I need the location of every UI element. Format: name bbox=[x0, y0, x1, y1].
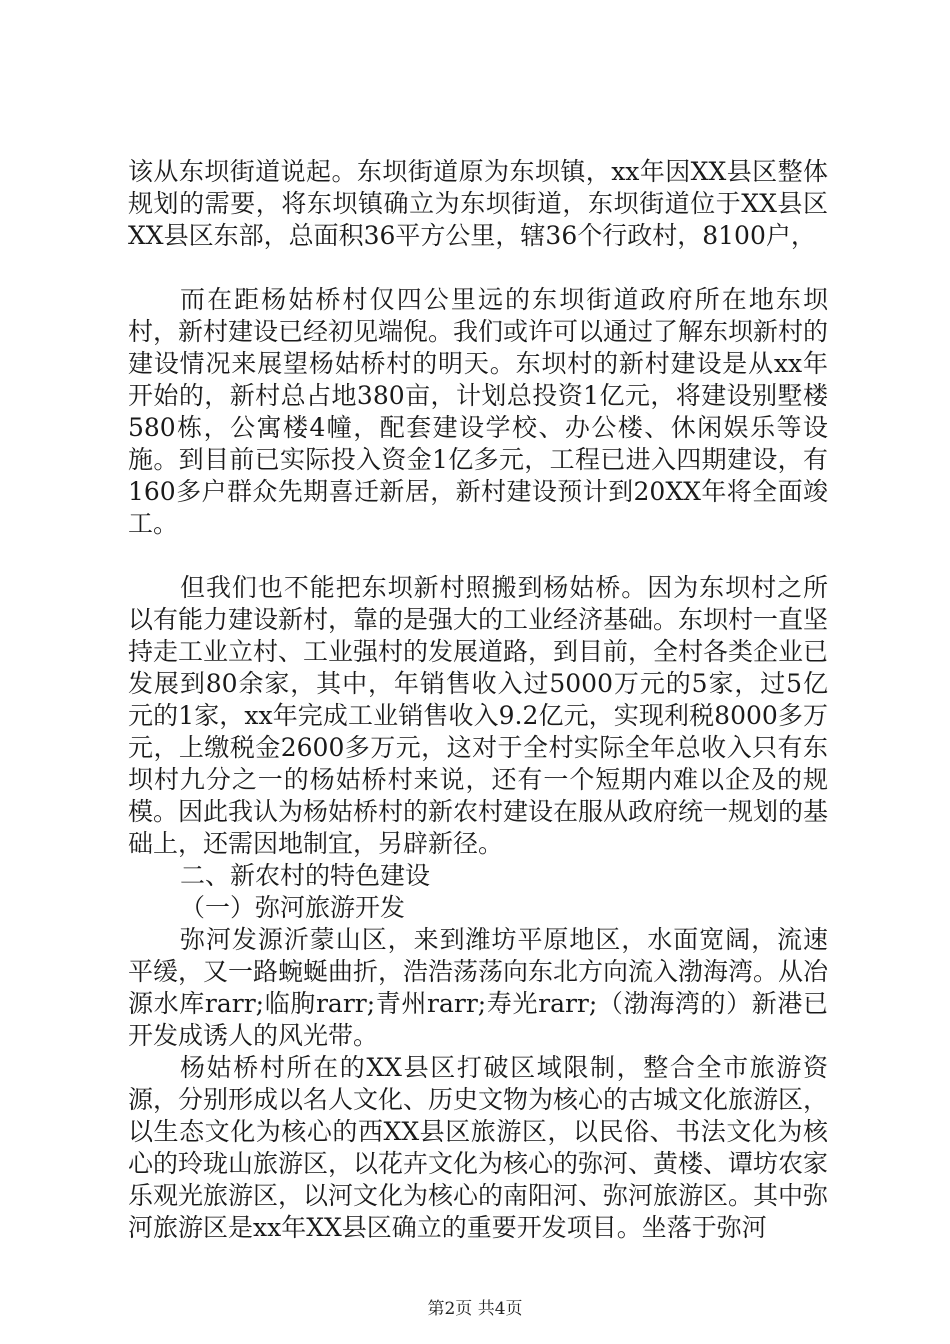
paragraph-industrial-basis: 但我们也不能把东坝新村照搬到杨姑桥。因为东坝村之所以有能力建设新村，靠的是强大的工业经济基础。东坝村一直坚持走工业立村、工业强村的发展道路，到目前，全村各类企业已发展到80余家，其中，年销售收入过5000万元的5家，过5亿元的1家，xx年完成工业销售收入9.2亿元，实现利税8000多万元，上缴税金2600多万元，这对于全村实际全年总收入只有东坝村九分之一的杨姑桥村来说，还有一个短期内难以企及的规模。因此我认为杨姑桥村的新农村建设在服从政府统一规划的基础上，还需因地制宜，另辟新径。 bbox=[128, 573, 829, 858]
body-text bbox=[128, 156, 828, 1244]
section-heading: 二、新农村的特色建设 bbox=[180, 861, 431, 890]
subsection-heading: （一）弥河旅游开发 bbox=[180, 893, 406, 922]
paragraph-tourism-zones: 杨姑桥村所在的XX县区打破区域限制，整合全市旅游资源，分别形成以名人文化、历史文物为核心的古城文化旅游区，以生态文化为核心的西XX县区旅游区，以民俗、书法文化为核心的玲珑山旅游区，以花卉文化为核心的弥河、黄楼、谭坊农家乐观光旅游区，以河文化为核心的南阳河、弥河旅游区。其中弥河旅游区是xx年XX县区确立的重要开发项目。坐落于弥河 bbox=[128, 1053, 829, 1242]
page-number: 第2页 共4页 bbox=[427, 1299, 523, 1319]
paragraph-dongba-village: 而在距杨姑桥村仅四公里远的东坝街道政府所在地东坝村，新村建设已经初见端倪。我们或许可以通过了解东坝新村的建设情况来展望杨姑桥村的明天。东坝村的新村建设是从xx年开始的，新村总占地380亩，计划总投资1亿元，将建设别墅楼580栋，公寓楼4幢，配套建设学校、办公楼、休闲娱乐等设施。到目前已实际投入资金1亿多元，工程已进入四期建设，有160多户群众先期喜迁新居，新村建设预计到20XX年将全面竣工。 bbox=[128, 285, 829, 538]
paragraph-mihe-river: 弥河发源沂蒙山区，来到潍坊平原地区，水面宽阔，流速平缓，又一路蜿蜒曲折，浩浩荡荡向东北方向流入渤海湾。从冶源水库rarr;临朐rarr;青州rarr;寿光rarr;（渤海湾的）新港已开发成诱人的风光带。 bbox=[128, 925, 829, 1050]
paragraph-intro: 该从东坝街道说起。东坝街道原为东坝镇，xx年因XX县区整体规划的需要，将东坝镇确立为东坝街道，东坝街道位于XX县区XX县区东部，总面积36平方公里，辖36个行政村，8100户， bbox=[128, 157, 828, 250]
